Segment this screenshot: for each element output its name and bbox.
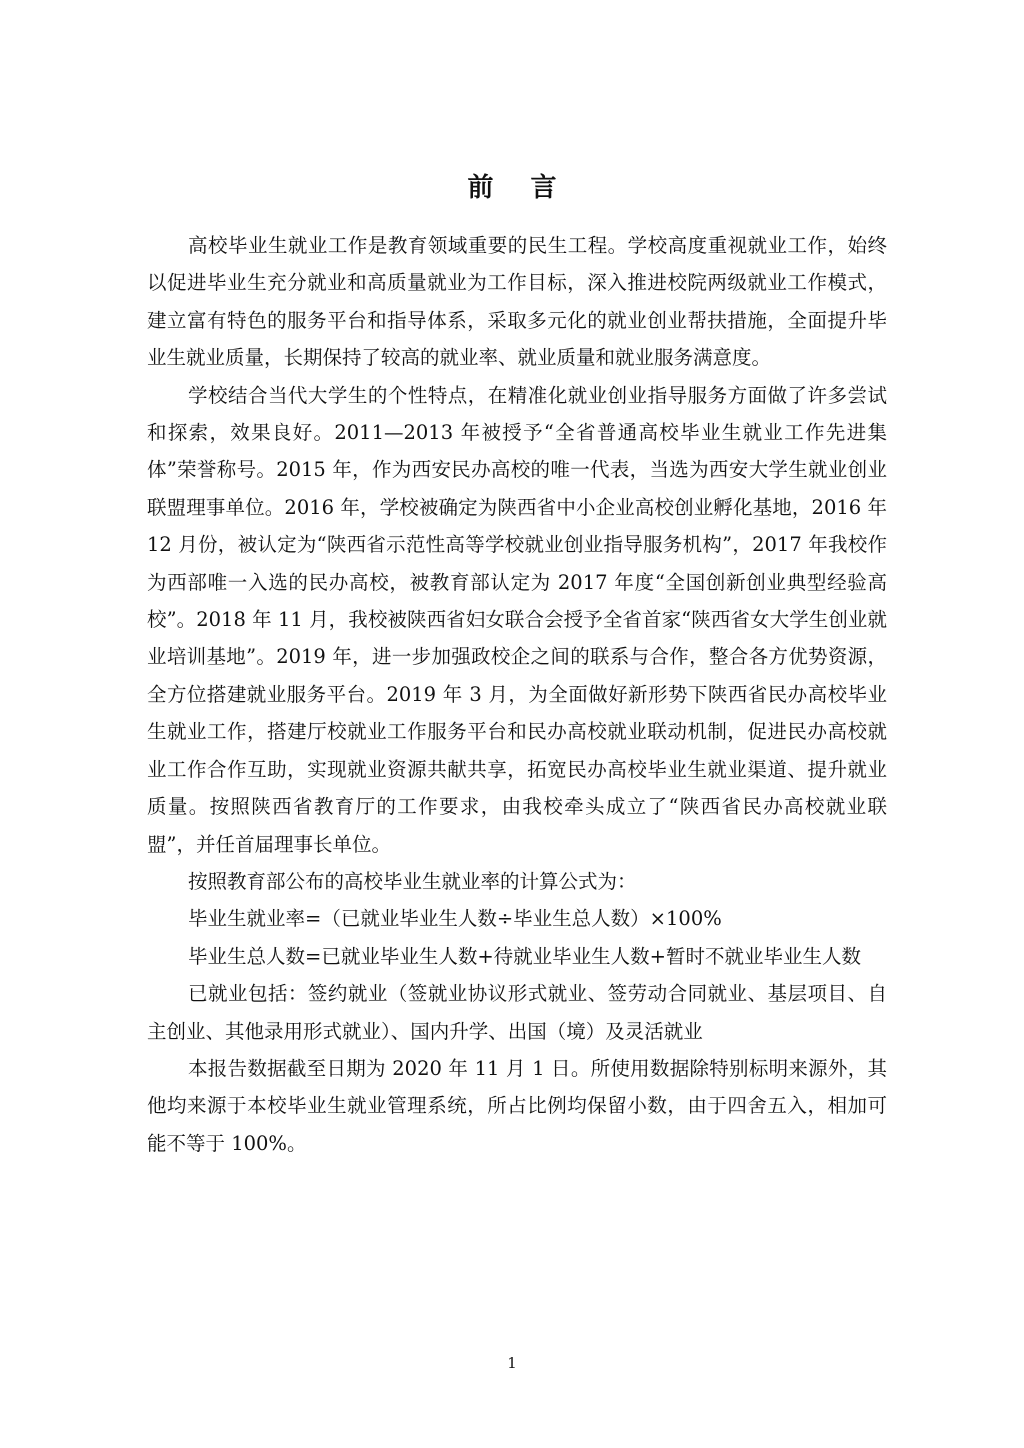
paragraph-total-graduates-formula: 毕业生总人数=已就业毕业生人数+待就业毕业生人数+暂时不就业毕业生人数 — [188, 944, 862, 968]
paragraph-achievements: 学校结合当代大学生的个性特点，在精准化就业创业指导服务方面做了许多尝试和探索，效果良好。2011—2013 年被授予“全省普通高校毕业生就业工作先进集体”荣誉称号。2015 年，作为西安民办高校的唯一代表，当选为西安大学生就业创业联盟理事单位。2016 年，学校被确定为陕西省中小企业高校创业孵化基地，2016 年 12 月份，被认定为“陕西省示范性高等学校就业创业指导服务机构”，2017 年我校作为西部唯一入选的民办高校，被教育部认定为 2017 年度“全国创新创业典型经验高校”。2018 年 11 月，我校被陕西省妇女联合会授予全省首家“陕西省女大学生创业就业培训基地”。2019 年，进一步加强政校企之间的联系与合作，整合各方优势资源，全方位搭建就业服务平台。2019 年 3 月，为全面做好新形势下陕西省民办高校毕业生就业工作，搭建厅校就业工作服务平台和民办高校就业联动机制，促进民办高校就业工作合作互助，实现就业资源共献共享，拓宽民办高校毕业生就业渠道、提升就业质量。按照陕西省教育厅的工作要求，由我校牵头成立了“陕西省民办高校就业联盟”，并任首届理事长单位。 — [147, 383, 887, 856]
paragraph-formula-intro: 按照教育部公布的高校毕业生就业率的计算公式为： — [188, 869, 637, 893]
paragraph-intro: 高校毕业生就业工作是教育领域重要的民生工程。学校高度重视就业工作，始终以促进毕业生充分就业和高质量就业为工作目标，深入推进校院两级就业工作模式，建立富有特色的服务平台和指导体系，采取多元化的就业创业帮扶措施，全面提升毕业生就业质量，长期保持了较高的就业率、就业质量和就业服务满意度。 — [147, 234, 887, 370]
paragraph-employment-rate-formula: 毕业生就业率=（已就业毕业生人数÷毕业生总人数）×100% — [188, 907, 722, 931]
paragraph-data-note: 本报告数据截至日期为 2020 年 11 月 1 日。所使用数据除特别标明来源外，其他均来源于本校毕业生就业管理系统，所占比例均保留小数，由于四舍五入，相加可能不等于 100%。 — [147, 1056, 887, 1155]
document-body — [147, 227, 887, 1162]
paragraph-employment-definition: 已就业包括：签约就业（签就业协议形式就业、签劳动合同就业、基层项目、自主创业、其他录用形式就业）、国内升学、出国（境）及灵活就业 — [147, 982, 887, 1043]
document-title: 前 言 — [467, 173, 571, 203]
page-number: 1 — [507, 1354, 517, 1372]
